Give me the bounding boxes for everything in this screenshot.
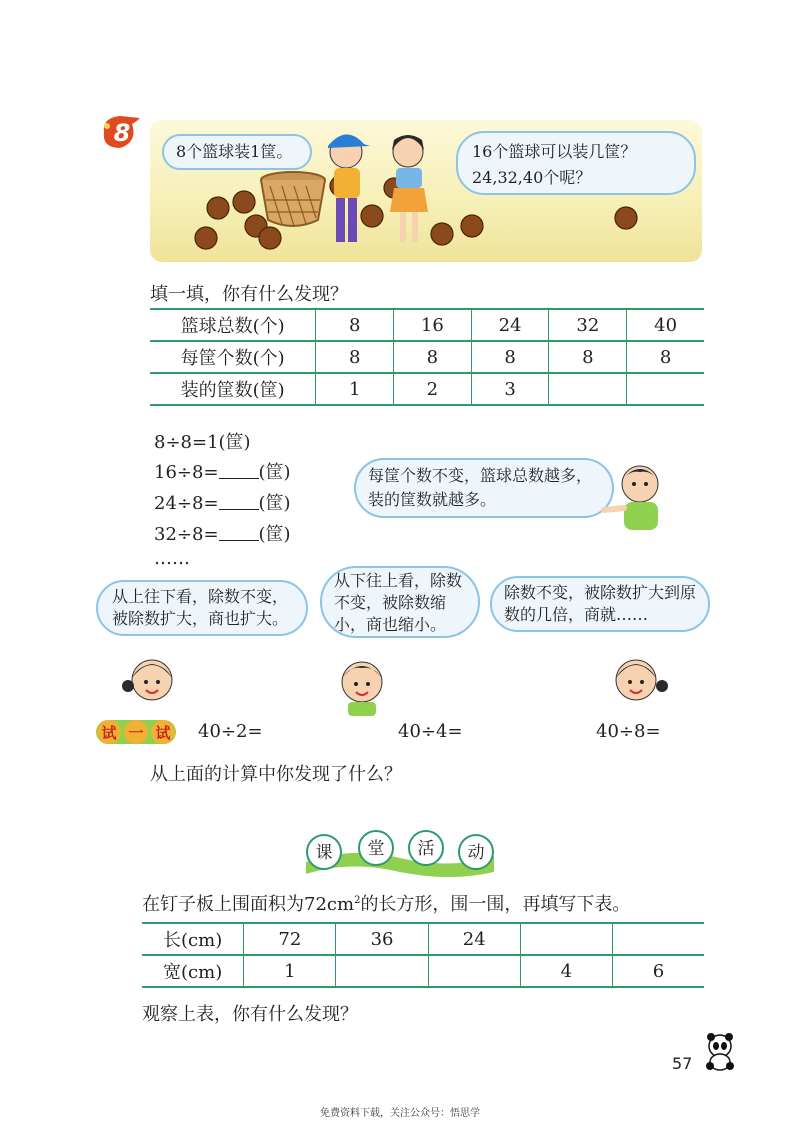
try-it-badge (96, 718, 176, 746)
answer-cell[interactable] (336, 955, 428, 987)
class-activity-banner (300, 828, 500, 878)
answer-cell[interactable] (520, 923, 612, 955)
table-row (150, 341, 704, 373)
equation-3 (154, 489, 291, 515)
right-speech-bubble (456, 131, 696, 195)
left-speech-bubble (162, 134, 312, 170)
table-cell: 8 (316, 341, 394, 373)
girl-figure (390, 135, 428, 242)
rectangle-table (142, 922, 704, 988)
left-bubble-text: 8个篮球装1筐。 (176, 142, 293, 161)
girl-right-icon (604, 648, 668, 710)
left-girl-text: 从上往下看，除数不变，被除数扩大，商也扩大。 (112, 587, 289, 628)
fill-prompt: 填一填，你有什么发现？ (150, 284, 348, 305)
table-row (150, 309, 704, 341)
right-girl-text: 除数不变，被除数扩大到原数的几倍，商就…… (504, 583, 697, 624)
page-number: 57 (672, 1054, 693, 1073)
try-question: 从上面的计算中你发现了什么？ (150, 764, 402, 785)
banner-char: 课 (315, 843, 333, 863)
table-cell: 8 (471, 341, 549, 373)
try-equation-3: 40÷8= (596, 721, 661, 742)
equation-unit: (筐) (258, 524, 291, 545)
table-cell: 8 (316, 309, 394, 341)
table-cell: 40 (627, 309, 704, 341)
equation-4 (154, 520, 291, 546)
table-cell: 32 (549, 309, 627, 341)
boy-speech-bubble (354, 458, 614, 518)
table-cell: 3 (471, 373, 549, 405)
instruction-text: 在钉子板上围面积为72cm (142, 894, 355, 915)
row-label: 宽(cm) (142, 955, 244, 987)
table-row (150, 373, 704, 405)
table-cell: 8 (549, 341, 627, 373)
footer-note: 免费资料下载，关注公众号：悟思学 (320, 1108, 480, 1119)
answer-blank[interactable] (219, 462, 259, 479)
instruction-superscript: 2 (354, 895, 361, 906)
example-number-badge (96, 112, 144, 152)
row-label: 长(cm) (142, 923, 244, 955)
equation-1: 8÷8=1(筐) (154, 432, 251, 453)
row-label: 每筐个数(个) (150, 341, 316, 373)
equation-unit: (筐) (258, 493, 291, 514)
banner-char: 堂 (367, 839, 385, 859)
activity-instruction (142, 890, 630, 916)
table-cell: 6 (612, 955, 704, 987)
girl-left-icon (122, 648, 182, 710)
table-row (142, 955, 704, 987)
boy-character-icon (600, 458, 682, 538)
try-equation-1: 40÷2= (198, 721, 263, 742)
equation-unit: (筐) (258, 462, 291, 483)
equation-left: 16÷8= (154, 462, 219, 483)
boy-middle-icon (334, 654, 390, 716)
answer-blank[interactable] (219, 524, 259, 541)
answer-blank[interactable] (219, 493, 259, 510)
instruction-text: 的长方形，围一围，再填写下表。 (360, 894, 631, 915)
table-cell: 4 (520, 955, 612, 987)
answer-cell[interactable] (627, 373, 704, 405)
table-cell: 36 (336, 923, 428, 955)
basket-icon (261, 172, 325, 226)
banner-char: 动 (467, 843, 485, 863)
answer-cell[interactable] (549, 373, 627, 405)
table-cell: 16 (394, 309, 472, 341)
boy-figure (328, 134, 370, 242)
equation-left: 32÷8= (154, 524, 219, 545)
table-cell: 24 (471, 309, 549, 341)
table-cell: 8 (394, 341, 472, 373)
try-char: 试 (101, 724, 117, 742)
try-char: 一 (128, 724, 144, 742)
observe-prompt: 观察上表，你有什么发现？ (142, 1004, 358, 1025)
right-girl-bubble (490, 576, 710, 632)
middle-boy-bubble (320, 566, 480, 638)
boy-bubble-text: 每筐个数不变，篮球总数越多，装的筐数就越多。 (368, 466, 593, 509)
middle-boy-text: 从下往上看，除数不变，被除数缩小，商也缩小。 (334, 571, 463, 634)
table-cell: 1 (316, 373, 394, 405)
answer-cell[interactable] (428, 955, 520, 987)
table-cell: 2 (394, 373, 472, 405)
equation-left: 24÷8= (154, 493, 219, 514)
table-row (142, 923, 704, 955)
table-cell: 1 (244, 955, 336, 987)
row-label: 篮球总数(个) (150, 309, 316, 341)
banner-char: 活 (417, 839, 435, 859)
row-label: 装的筐数(筐) (150, 373, 316, 405)
try-char: 试 (155, 724, 171, 742)
panda-icon (702, 1032, 738, 1072)
right-bubble-line2: 24,32,40个呢？ (472, 168, 592, 187)
equation-2 (154, 458, 291, 484)
table-cell: 8 (627, 341, 704, 373)
left-girl-bubble (96, 580, 308, 636)
example-number: 8 (113, 119, 131, 147)
basketball-table (150, 308, 704, 406)
answer-cell[interactable] (612, 923, 704, 955)
table-cell: 72 (244, 923, 336, 955)
table-cell: 24 (428, 923, 520, 955)
right-bubble-line1: 16个篮球可以装几筐？ (472, 142, 637, 161)
equation-ellipsis: …… (154, 548, 190, 569)
try-equation-2: 40÷4= (398, 721, 463, 742)
